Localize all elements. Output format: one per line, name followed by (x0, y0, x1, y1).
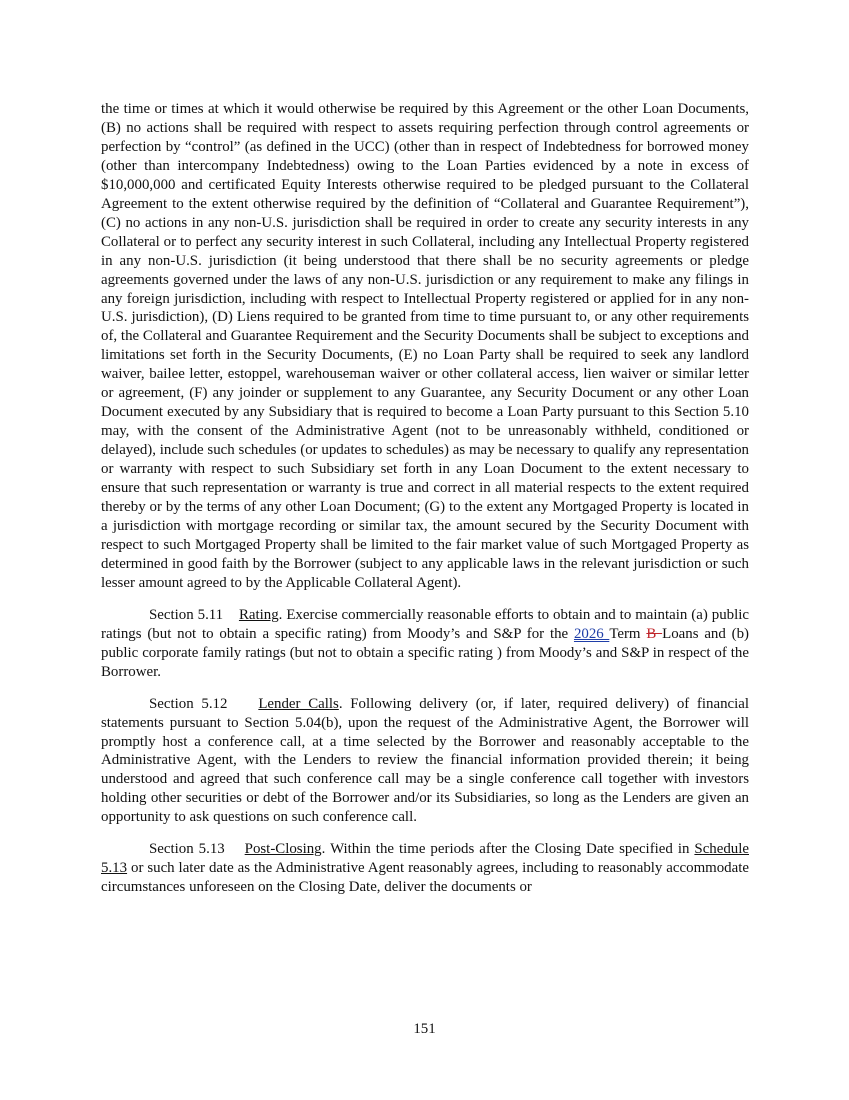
inserted-text-2026: 2026 (573, 625, 610, 642)
section-5-12-paragraph (101, 695, 749, 828)
section-5-13-paragraph (101, 840, 749, 897)
section-5-11-paragraph (101, 606, 749, 682)
continuation-paragraph: the time or times at which it would otherwise be required by this Agreement or the other Loan Documents, (B) no actions shall be required with respect to assets requiring perfection through control agreements or perfection by “control” (as defined in the UCC) (other than in respect of Indebtedness for borrowed money (other than intercompany Indebtedness) owing to the Loan Parties evidenced by a note in excess of $10,000,000 and certificated Equity Interests otherwise required to be pledged pursuant to the Collateral Agreement to the extent otherwise required by the definition of “Collateral and Guarantee Requirement”), (C) no actions in any non-U.S. jurisdiction shall be required in order to create any security interests in any Collateral or to perfect any security interest in such Collateral, including any Intellectual Property registered in any non-U.S. jurisdiction (it being understood that there shall be no security agreements or pledge agreements governed under the laws of any non-U.S. jurisdiction or any requirement to make any filings in any foreign jurisdiction, including with respect to Intellectual Property registered or applied for in any non-U.S. jurisdiction), (D) Liens required to be granted from time to time pursuant to, or any other requirements of, the Collateral and Guarantee Requirement and the Security Documents shall be subject to exceptions and limitations set forth in the Security Documents, (E) no Loan Party shall be required to seek any landlord waiver, bailee letter, estoppel, warehouseman waiver or other collateral access, lien waiver or similar letter or agreement, (F) any joinder or supplement to any Guarantee, any Security Document or any other Loan Document executed by any Subsidiary that is required to become a Loan Party pursuant to this Section 5.10 may, with the consent of the Administrative Agent (not to be unreasonably withheld, conditioned or delayed), include such schedules (or updates to schedules) as may be necessary to qualify any representation or warranty with respect to such Subsidiary set forth in any Loan Document to the extent necessary to ensure that such representation or warranty is true and correct in all material respects to the extent required thereby or by the terms of any other Loan Document; (G) to the extent any Mortgaged Property is located in a jurisdiction with mortgage recording or similar tax, the amount secured by the Security Document with respect to such Mortgaged Property shall be limited to the fair market value of such Mortgaged Property as determined in good faith by the Borrower (subject to any applicable laws in the relevant jurisdiction or such lesser amount agreed to by the Applicable Collateral Agent). (101, 101, 749, 591)
schedule-5-13-reference: Schedule 5.13 (101, 841, 749, 877)
section-5-13-text-2: or such later date as the Administrative Agent reasonably agrees, including to reasonably accommodate circumstances unforeseen on the Closing Date, deliver the documents or (101, 860, 749, 896)
section-5-12-number: Section 5.12 (149, 695, 228, 712)
section-5-11-number: Section 5.11 (149, 606, 224, 623)
section-5-11-text-2: Term (609, 625, 647, 642)
section-5-13-text-1: . Within the time periods after the Closing Date specified in (321, 841, 695, 858)
section-5-11-text-3: Loans and (b) public corporate family ratings (but not to obtain a specific rating ) from Moody’s and S&P in respect of the Borrower. (101, 625, 750, 680)
section-5-12-heading: Lender Calls (258, 695, 339, 712)
section-5-11-text-1: . Exercise commercially reasonable efforts to obtain and to maintain (a) public ratings (but not to obtain a specific rating) from Moody’s and S&P for the (101, 606, 749, 642)
deleted-text-b: B (646, 625, 663, 642)
page-number: 151 (413, 1021, 436, 1037)
section-5-11-heading: Rating (238, 606, 279, 623)
section-5-12-text: . Following delivery (or, if later, required delivery) of financial statements pursuant to Section 5.04(b), upon the request of the Administrative Agent, the Borrower will promptly host a conference call, at a time selected by the Borrower and reasonably acceptable to the Administrative Agent, with the Lenders to review the financial information provided therein; it being understood and agreed that such conference call may be a single conference call together with investors holding other securities or debt of the Borrower and/or its Subsidiaries, so long as the Lenders are given an opportunity to ask questions on such conference call. (101, 695, 750, 826)
document-page (101, 100, 749, 897)
section-5-13-heading: Post-Closing (244, 841, 322, 858)
section-5-13-number: Section 5.13 (149, 841, 225, 858)
